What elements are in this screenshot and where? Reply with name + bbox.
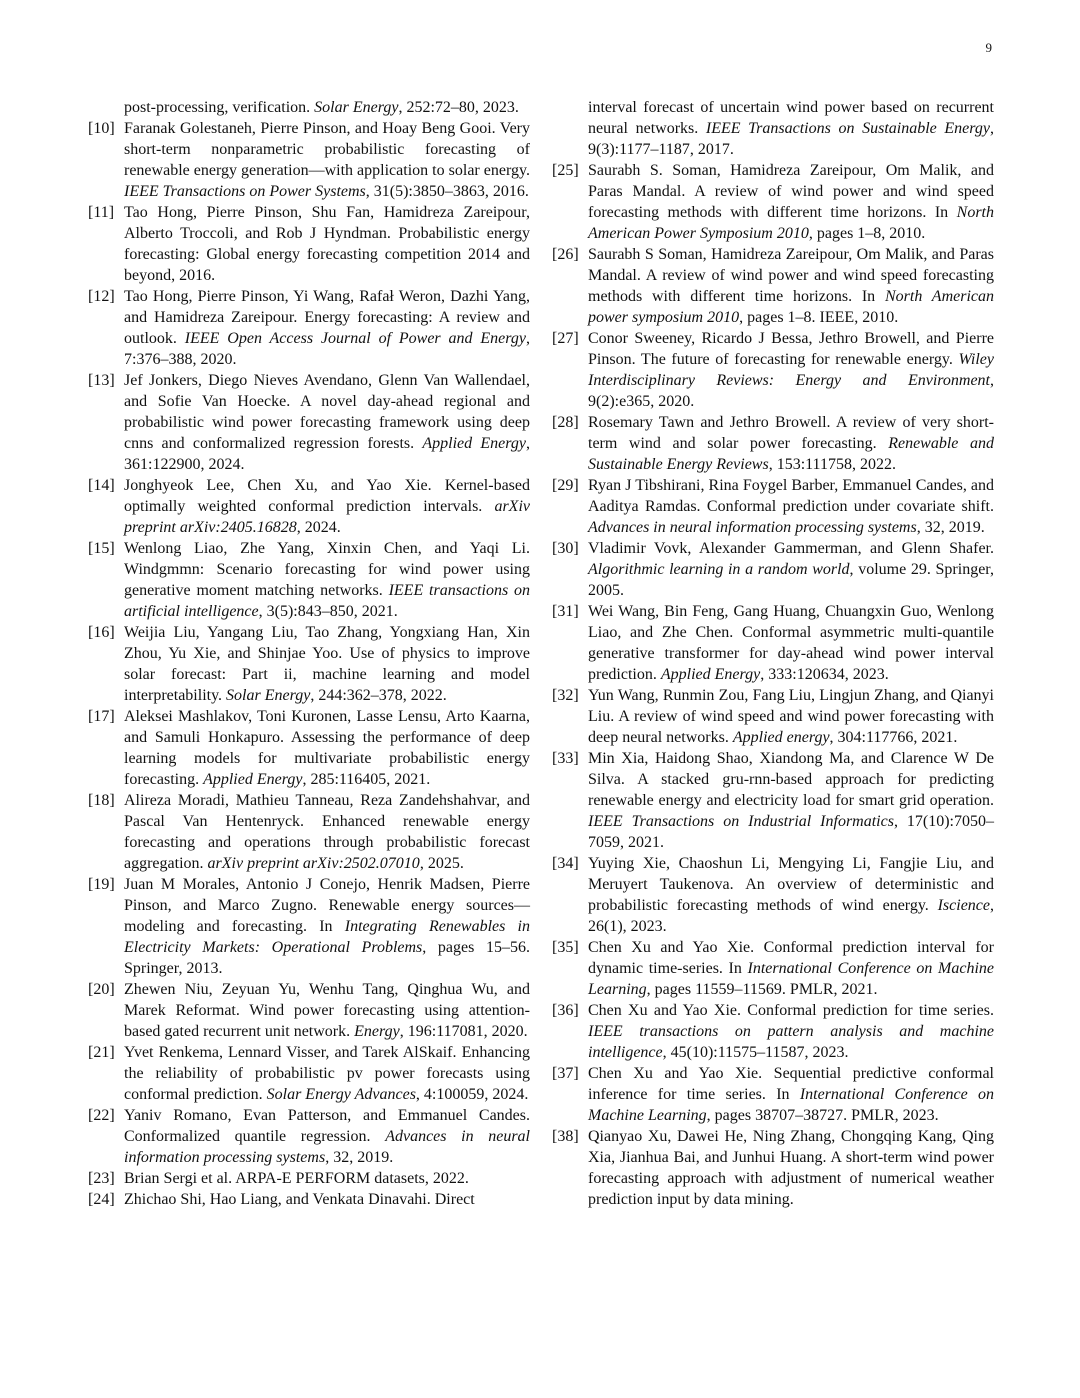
reference-entry — [88, 1105, 530, 1168]
reference-venue: IEEE transactions on pattern analysis and machine intelligence — [588, 1023, 994, 1061]
reference-authors-title: Ryan J Tibshirani, Rina Foygel Barber, Emmanuel Candes, and Aaditya Ramdas. Conformal prediction under covariate shift. — [588, 477, 994, 515]
reference-number: [11] — [88, 204, 115, 221]
reference-authors-title: interval forecast of uncertain wind power based on recurrent neural networks. — [588, 99, 994, 137]
reference-details: , 9(2):e365, 2020. — [588, 372, 994, 410]
reference-number: [22] — [88, 1107, 115, 1124]
reference-authors-title: Yvet Renkema, Lennard Visser, and Tarek AlSkaif. Enhancing the reliability of probabilistic pv power forecasts using conformal prediction. — [124, 1044, 530, 1103]
reference-venue: Applied Energy — [422, 435, 526, 452]
reference-authors-title: Saurabh S. Soman, Hamidreza Zareipour, Om Malik, and Paras Mandal. A review of wind power and wind speed forecasting methods with different time horizons. In — [588, 162, 994, 221]
reference-venue: International Conference on Machine Learning — [588, 960, 994, 998]
reference-venue: Applied Energy — [660, 666, 761, 683]
reference-text — [124, 874, 530, 979]
reference-details: , 32, 2019. — [916, 519, 985, 536]
reference-text — [124, 1168, 530, 1189]
reference-entry — [88, 1168, 530, 1189]
reference-details: , 32, 2019. — [325, 1149, 394, 1166]
reference-venue: arXiv preprint arXiv:2502.07010 — [207, 855, 420, 872]
reference-text — [588, 475, 994, 538]
reference-details: , 31(5):3850–3863, 2016. — [365, 183, 529, 200]
reference-entry — [552, 1000, 994, 1063]
reference-text — [124, 202, 530, 286]
reference-venue: Solar Energy Advances — [266, 1086, 416, 1103]
reference-details: , pages 11559–11569. PMLR, 2021. — [646, 981, 878, 998]
reference-entry — [88, 622, 530, 706]
reference-entry — [88, 1042, 530, 1105]
reference-authors-title: Chen Xu and Yao Xie. Conformal prediction for time series. — [588, 1002, 994, 1019]
reference-venue: Renewable and Sustainable Energy Reviews — [588, 435, 994, 473]
reference-authors-title: Yun Wang, Runmin Zou, Fang Liu, Lingjun Zhang, and Qianyi Liu. A review of wind speed and wind power forecasting with deep neural networks. — [588, 687, 994, 746]
reference-venue: Applied energy — [732, 729, 830, 746]
reference-entry — [552, 244, 994, 328]
reference-details: , pages 38707–38727. PMLR, 2023. — [706, 1107, 939, 1124]
reference-number: [32] — [552, 687, 579, 704]
reference-authors-title: Chen Xu and Yao Xie. Sequential predictive conformal inference for time series. In — [588, 1065, 994, 1103]
reference-text — [124, 118, 530, 202]
reference-authors-title: Faranak Golestaneh, Pierre Pinson, and Hoay Beng Gooi. Very short-term nonparametric probabilistic forecasting of renewable energy generation—with application to solar energy. — [124, 120, 530, 179]
reference-text — [124, 370, 530, 475]
reference-venue: Integrating Renewables in Electricity Markets: Operational Problems — [124, 918, 531, 956]
reference-authors-title: Yuying Xie, Chaoshun Li, Mengying Li, Fangjie Liu, and Meruyert Taukenova. An overview of deterministic and probabilistic forecasting methods of wind energy. — [588, 855, 994, 914]
reference-authors-title: post-processing, verification. — [124, 99, 315, 116]
reference-number: [31] — [552, 603, 579, 620]
reference-entry — [552, 475, 994, 538]
reference-venue: International Conference on Machine Learning — [588, 1086, 995, 1124]
reference-entry — [88, 979, 530, 1042]
reference-number: [25] — [552, 162, 579, 179]
reference-number: [34] — [552, 855, 579, 872]
reference-details: , 285:116405, 2021. — [302, 771, 431, 788]
reference-details: , 244:362–378, 2022. — [310, 687, 447, 704]
reference-details: , 26(1), 2023. — [588, 897, 994, 935]
reference-details: , volume 29. Springer, 2005. — [588, 561, 994, 599]
reference-entry — [88, 202, 530, 286]
reference-number: [20] — [88, 981, 115, 998]
reference-number: [33] — [552, 750, 579, 767]
reference-continuation — [88, 97, 530, 118]
reference-text — [124, 1189, 530, 1210]
reference-text — [588, 853, 994, 937]
reference-number: [24] — [88, 1191, 115, 1208]
reference-number: [10] — [88, 120, 115, 137]
reference-number: [13] — [88, 372, 115, 389]
reference-venue: Advances in neural information processing systems — [124, 1128, 530, 1166]
reference-entry — [88, 538, 530, 622]
reference-authors-title: Qianyao Xu, Dawei He, Ning Zhang, Chongqing Kang, Qing Xia, Jianhua Bai, and Junhui Huang. A short-term wind power forecasting approach with adjustment of numerical weather prediction input by data mining. — [588, 1128, 994, 1208]
reference-details: , 361:122900, 2024. — [124, 435, 530, 473]
reference-number: [16] — [88, 624, 115, 641]
reference-details: , 4:100059, 2024. — [415, 1086, 529, 1103]
reference-number: [36] — [552, 1002, 579, 1019]
reference-text — [124, 622, 530, 706]
reference-entry — [552, 853, 994, 937]
reference-details: , 153:111758, 2022. — [768, 456, 896, 473]
reference-details: , 252:72–80, 2023. — [398, 99, 519, 116]
reference-text — [588, 538, 994, 601]
reference-entry — [552, 937, 994, 1000]
reference-number: [19] — [88, 876, 115, 893]
reference-venue: Wiley Interdisciplinary Reviews: Energy and Environment — [588, 351, 994, 389]
reference-authors-title: Min Xia, Haidong Shao, Xiandong Ma, and Clarence W De Silva. A stacked gru-rnn-based approach for predicting renewable energy and electricity load for smart grid operation. — [588, 750, 994, 809]
reference-entry — [552, 412, 994, 475]
reference-number: [14] — [88, 477, 115, 494]
reference-authors-title: Vladimir Vovk, Alexander Gammerman, and Glenn Shafer. — [588, 540, 994, 557]
reference-entry — [88, 790, 530, 874]
reference-venue: Applied Energy — [203, 771, 303, 788]
reference-entry — [552, 160, 994, 244]
reference-number: [15] — [88, 540, 115, 557]
reference-entry — [88, 475, 530, 538]
reference-authors-title: Jef Jonkers, Diego Nieves Avendano, Glenn Van Wallendael, and Sofie Van Hoecke. A novel day-ahead regional and probabilistic wind power forecasting framework using deep cnns and conformalized regression forests. — [124, 372, 530, 452]
reference-authors-title: Tao Hong, Pierre Pinson, Shu Fan, Hamidreza Zareipour, Alberto Troccoli, and Rob J Hyndman. Probabilistic energy forecasting: Global energy forecasting competition 2014 and beyond, 2016. — [124, 204, 530, 284]
reference-authors-title: Weijia Liu, Yangang Liu, Tao Zhang, Yongxiang Han, Xin Zhou, Yu Xie, and Shinjae Yoo. Use of physics to improve solar forecast: Part ii, machine learning and model interpretability. — [124, 624, 530, 704]
reference-details: , 304:117766, 2021. — [829, 729, 958, 746]
reference-number: [38] — [552, 1128, 579, 1145]
reference-authors-title: Wei Wang, Bin Feng, Gang Huang, Chuangxin Guo, Wenlong Liao, and Zhe Chen. Conformal asymmetric multi-quantile generative transformer for day-ahead wind power interval prediction. — [588, 603, 994, 683]
reference-details: , 7:376–388, 2020. — [124, 330, 530, 368]
reference-venue: Solar Energy — [226, 687, 311, 704]
reference-details: , pages 15–56. Springer, 2013. — [124, 939, 530, 977]
reference-details: , 9(3):1177–1187, 2017. — [588, 120, 994, 158]
reference-text — [588, 328, 994, 412]
reference-venue: North American power symposium 2010 — [588, 288, 994, 326]
reference-entry — [552, 601, 994, 685]
reference-number: [27] — [552, 330, 579, 347]
reference-entry — [552, 1063, 994, 1126]
reference-entry — [552, 538, 994, 601]
reference-text — [124, 97, 530, 118]
reference-venue: arXiv preprint arXiv:2405.16828 — [124, 498, 530, 536]
reference-entry — [88, 706, 530, 790]
reference-authors-title: Alireza Moradi, Mathieu Tanneau, Reza Zandehshahvar, and Pascal Van Hentenryck. Enhanced renewable energy forecasting and operations through probabilistic forecast aggregation. — [124, 792, 530, 872]
reference-details: , 196:117081, 2020. — [399, 1023, 528, 1040]
reference-entry — [88, 118, 530, 202]
reference-details: , 2025. — [419, 855, 464, 872]
reference-entry — [88, 286, 530, 370]
reference-authors-title: Aleksei Mashlakov, Toni Kuronen, Lasse Lensu, Arto Kaarna, and Samuli Honkapuro. Assessing the performance of deep learning models for multivariate probabilistic energy forecasting. — [124, 708, 530, 788]
reference-entry — [88, 874, 530, 979]
reference-authors-title: Brian Sergi et al. ARPA-E PERFORM datasets, 2022. — [124, 1170, 469, 1187]
reference-text — [588, 601, 994, 685]
reference-text — [588, 1126, 994, 1210]
reference-authors-title: Wenlong Liao, Zhe Yang, Xinxin Chen, and Yaqi Li. Windgmmn: Scenario forecasting for wind power using generative moment matching networks. — [124, 540, 530, 599]
reference-number: [12] — [88, 288, 115, 305]
reference-number: [17] — [88, 708, 115, 725]
reference-authors-title: Yaniv Romano, Evan Patterson, and Emmanuel Candes. Conformalized quantile regression. — [124, 1107, 530, 1145]
reference-entry — [88, 1189, 530, 1210]
reference-details: , 333:120634, 2023. — [760, 666, 889, 683]
reference-venue: Advances in neural information processing systems — [588, 519, 917, 536]
reference-text — [124, 706, 530, 790]
reference-text — [124, 1042, 530, 1105]
page-number: 9 — [985, 40, 992, 55]
reference-venue: Algorithmic learning in a random world — [588, 561, 850, 578]
reference-continuation — [552, 97, 994, 160]
reference-entry — [552, 748, 994, 853]
reference-venue: IEEE Transactions on Power Systems — [124, 183, 366, 200]
reference-number: [26] — [552, 246, 579, 263]
reference-text — [124, 286, 530, 370]
reference-text — [588, 937, 994, 1000]
reference-venue: IEEE Transactions on Industrial Informatics — [588, 813, 894, 830]
reference-number: [23] — [88, 1170, 115, 1187]
reference-authors-title: Zhichao Shi, Hao Liang, and Venkata Dinavahi. Direct — [124, 1191, 475, 1208]
reference-number: [29] — [552, 477, 579, 494]
reference-number: [30] — [552, 540, 579, 557]
reference-text — [124, 538, 530, 622]
reference-details: , 2024. — [296, 519, 341, 536]
reference-details: , 17(10):7050–7059, 2021. — [588, 813, 994, 851]
reference-text — [588, 97, 994, 160]
reference-entry — [88, 370, 530, 475]
reference-details: , pages 1–8, 2010. — [808, 225, 926, 242]
reference-venue: North American Power Symposium 2010 — [588, 204, 994, 242]
reference-number: [18] — [88, 792, 115, 809]
reference-number: [28] — [552, 414, 579, 431]
reference-text — [588, 412, 994, 475]
reference-details: , 45(10):11575–11587, 2023. — [662, 1044, 849, 1061]
reference-authors-title: Chen Xu and Yao Xie. Conformal prediction interval for dynamic time-series. In — [588, 939, 994, 977]
reference-venue: Iscience — [937, 897, 990, 914]
reference-entry — [552, 685, 994, 748]
reference-text — [124, 1105, 530, 1168]
reference-venue: Solar Energy — [314, 99, 399, 116]
reference-authors-title: Rosemary Tawn and Jethro Browell. A review of very short-term wind and solar power forecasting. — [588, 414, 994, 452]
references-right-column — [552, 97, 994, 1210]
reference-text — [124, 475, 530, 538]
reference-text — [588, 1000, 994, 1063]
reference-authors-title: Jonghyeok Lee, Chen Xu, and Yao Xie. Kernel-based optimally weighted conformal prediction intervals. — [124, 477, 530, 515]
reference-text — [124, 979, 530, 1042]
reference-entry — [552, 328, 994, 412]
reference-authors-title: Juan M Morales, Antonio J Conejo, Henrik Madsen, Pierre Pinson, and Marco Zugno. Renewable energy sources—modeling and forecasting. In — [124, 876, 530, 935]
reference-text — [588, 1063, 994, 1126]
reference-number: [21] — [88, 1044, 115, 1061]
reference-details: , 3(5):843–850, 2021. — [258, 603, 398, 620]
reference-venue: IEEE Transactions on Sustainable Energy — [705, 120, 990, 137]
reference-number: [37] — [552, 1065, 579, 1082]
reference-text — [124, 790, 530, 874]
reference-text — [588, 160, 994, 244]
reference-details: , pages 1–8. IEEE, 2010. — [739, 309, 899, 326]
reference-venue: Energy — [354, 1023, 400, 1040]
reference-venue: IEEE transactions on artificial intelligence — [124, 582, 530, 620]
reference-text — [588, 685, 994, 748]
references-left-column — [88, 97, 530, 1210]
reference-venue: IEEE Open Access Journal of Power and Energy — [184, 330, 526, 347]
reference-text — [588, 244, 994, 328]
reference-authors-title: Saurabh S Soman, Hamidreza Zareipour, Om Malik, and Paras Mandal. A review of wind power and wind speed forecasting methods with different time horizons. In — [588, 246, 994, 305]
reference-text — [588, 748, 994, 853]
reference-authors-title: Tao Hong, Pierre Pinson, Yi Wang, Rafał Weron, Dazhi Yang, and Hamidreza Zareipour. Energy forecasting: A review and outlook. — [124, 288, 530, 347]
reference-number: [35] — [552, 939, 579, 956]
reference-authors-title: Conor Sweeney, Ricardo J Bessa, Jethro Browell, and Pierre Pinson. The future of forecasting for renewable energy. — [588, 330, 994, 368]
reference-entry — [552, 1126, 994, 1210]
reference-authors-title: Zhewen Niu, Zeyuan Yu, Wenhu Tang, Qinghua Wu, and Marek Reformat. Wind power forecasting using attention-based gated recurrent unit network. — [124, 981, 530, 1040]
